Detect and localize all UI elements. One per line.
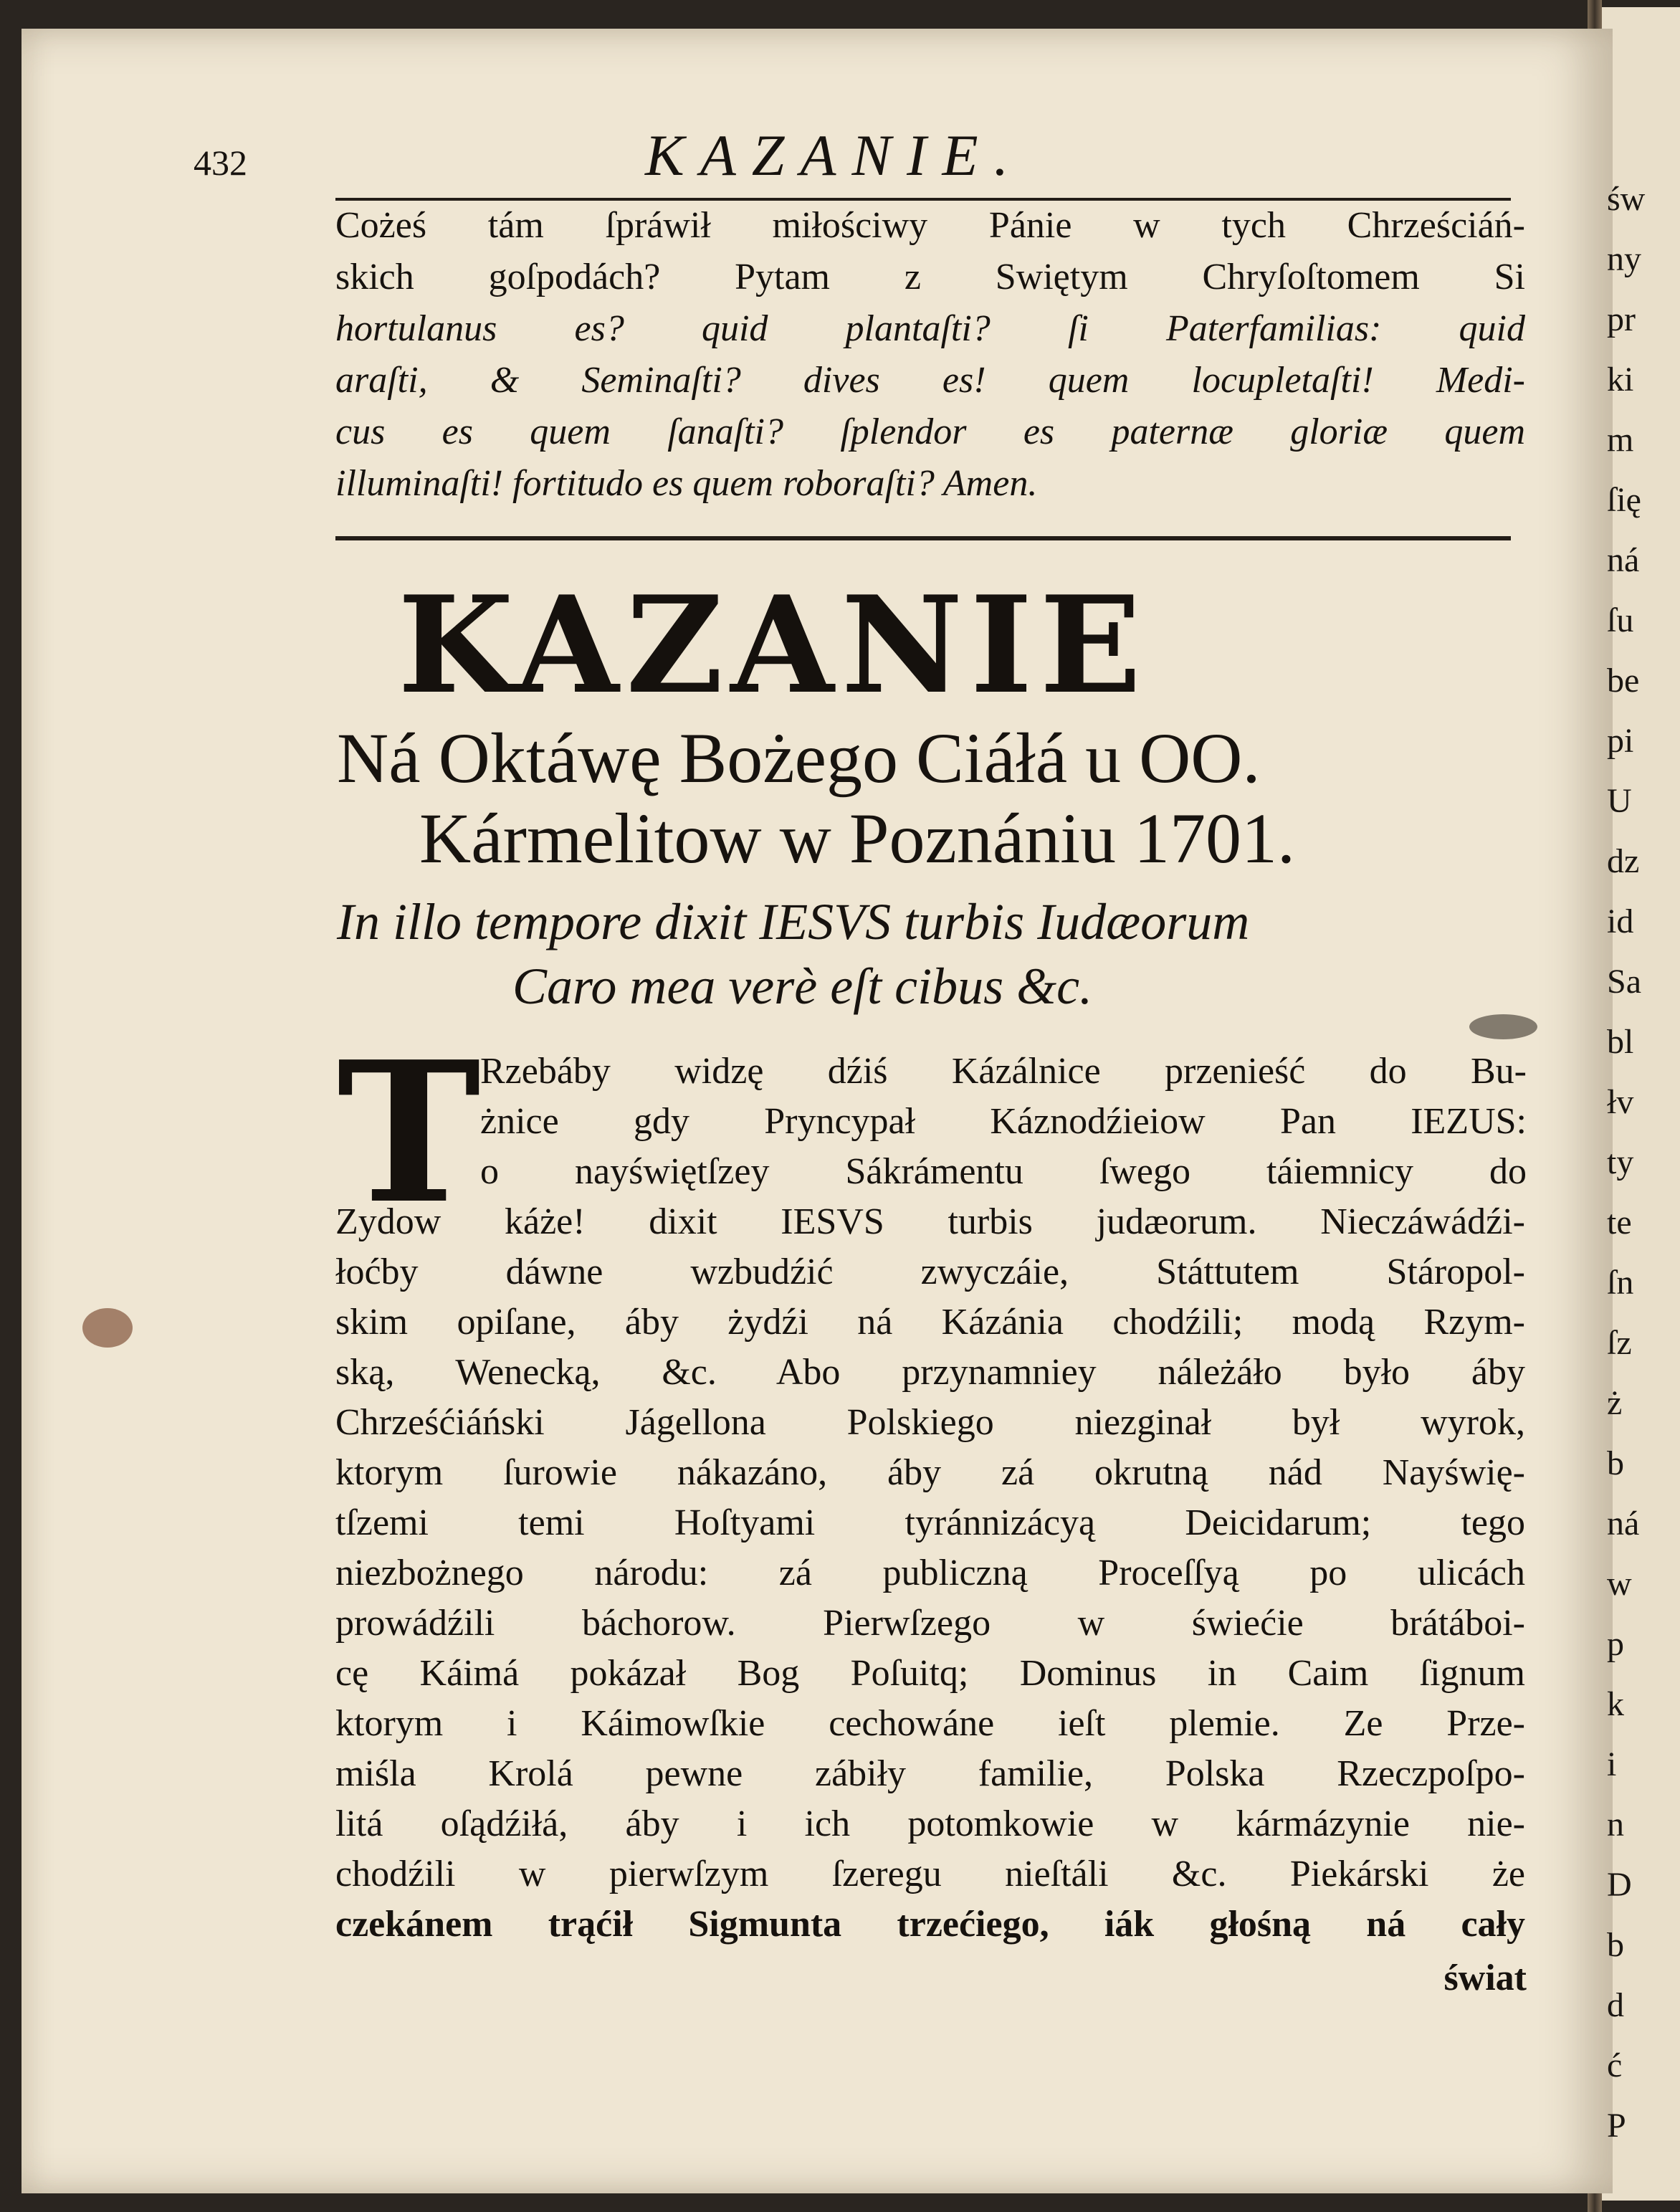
text-line: łoćby dáwne wzbudźić zwyczáie, Státtutem Stáropol- <box>335 1252 1525 1292</box>
facing-line-fragment: ná <box>1607 541 1640 579</box>
header-rule <box>335 198 1511 201</box>
facing-line-fragment: bl <box>1607 1023 1634 1061</box>
facing-line-fragment: n <box>1607 1806 1624 1844</box>
facing-line-fragment: św <box>1607 180 1646 218</box>
text-line: miśla Krolá pewne zábiły familie, Polska Rzeczpoſpo- <box>335 1753 1525 1794</box>
text-line: hortulanus es? quid plantaſti? ſi Paterfamilias: quid <box>335 308 1525 349</box>
text-line: cę Káimá pokázał Bog Poſuitq; Dominus in Caim ſignum <box>335 1653 1525 1694</box>
text-line: illuminaſti! fortitudo es quem roboraſti? Amen. <box>335 463 1038 504</box>
text-line: ktorym i Káimowſkie cechowáne ieſt plemie. Ze Prze- <box>335 1703 1525 1744</box>
smudge-mark <box>1469 1014 1537 1039</box>
text-line: Rzebáby widzę dźiś Kázálnice przenieść do Bu- <box>480 1051 1527 1092</box>
facing-line-fragment: ſn <box>1607 1264 1634 1302</box>
text-line: litá oſądźiłá, áby i ich potomkowie w kármázynie nie- <box>335 1803 1525 1844</box>
facing-line-fragment: w <box>1607 1565 1632 1603</box>
catchword: świat <box>1443 1958 1527 1998</box>
text-line: Zydow káże! dixit IESVS turbis judæorum. Nieczáwádźi- <box>335 1201 1525 1242</box>
page-number: 432 <box>194 143 247 183</box>
facing-line-fragment: łv <box>1607 1083 1634 1121</box>
text-line: niezbożnego národu: zá publiczną Proceſſyą po ulicách <box>335 1553 1525 1593</box>
facing-line-fragment: dz <box>1607 842 1640 880</box>
facing-line-fragment: te <box>1607 1203 1632 1241</box>
text-line: skich goſpodách? Pytam z Swiętym Chryſoſtomem Si <box>335 257 1525 297</box>
text-line: Chrześćiáński Jágellona Polskiego niezginał był wyrok, <box>335 1402 1525 1443</box>
facing-line-fragment: i <box>1607 1745 1617 1783</box>
facing-line-fragment: ny <box>1607 240 1641 278</box>
text-line: prowádźili báchorow. Pierwſzego w świećie brátáboi- <box>335 1603 1525 1644</box>
facing-line-fragment: ſz <box>1607 1324 1632 1362</box>
text-line: Cożeś tám ſpráwił miłościwy Pánie w tych Chrześciáń- <box>335 205 1525 246</box>
running-title: KAZANIE. <box>645 123 1025 188</box>
facing-line-fragment: b <box>1607 1444 1624 1482</box>
facing-line-fragment: ty <box>1607 1143 1634 1181</box>
text-line: ktorym ſurowie nákazáno, áby zá okrutną nád Nayświę- <box>335 1452 1525 1493</box>
facing-line-fragment: ſu <box>1607 601 1634 639</box>
text-line: żnice gdy Pryncypał Káznodźieiow Pan IEZUS: <box>480 1101 1527 1142</box>
text-line: araſti, & Seminaſti? dives es! quem locupletaſti! Medi- <box>335 360 1525 401</box>
facing-line-fragment: d <box>1607 1986 1624 2024</box>
facing-line-fragment: pi <box>1607 722 1634 760</box>
epigraph-line2: Caro mea verè eſt cibus &c. <box>512 958 1093 1015</box>
facing-line-fragment: ná <box>1607 1505 1640 1543</box>
text-line: cus es quem ſanaſti? ſplendor es paternæ gloriæ quem <box>335 411 1525 452</box>
text-line: tſzemi temi Hoſtyami tyránnizácyą Deicidarum; tego <box>335 1502 1525 1543</box>
facing-line-fragment: D <box>1607 1866 1632 1904</box>
facing-line-fragment: k <box>1607 1685 1624 1723</box>
facing-line-fragment: P <box>1607 2107 1626 2145</box>
facing-line-fragment: ż <box>1607 1384 1623 1422</box>
facing-line-fragment: ć <box>1607 2046 1623 2084</box>
ink-stain <box>82 1308 133 1348</box>
sermon-subtitle-line1: Ná Oktáwę Bożego Ciáłá u OO. <box>337 718 1261 798</box>
facing-line-fragment: p <box>1607 1625 1624 1663</box>
facing-line-fragment: Sa <box>1607 963 1641 1001</box>
sermon-subtitle-line2: Kármelitow w Poznániu 1701. <box>419 798 1296 878</box>
facing-line-fragment: ſię <box>1607 481 1641 519</box>
epigraph-line1: In illo tempore dixit IESVS turbis Iudæorum <box>337 893 1250 950</box>
text-line: czekánem trąćił Sigmunta trzećiego, iák głośną ná cały <box>335 1904 1525 1945</box>
facing-line-fragment: ki <box>1607 361 1634 399</box>
section-rule <box>335 536 1511 540</box>
facing-line-fragment: U <box>1607 782 1632 820</box>
facing-line-fragment: id <box>1607 902 1634 940</box>
text-line: o nayświętſzey Sákrámentu ſwego táiemnicy do <box>480 1151 1527 1192</box>
facing-line-fragment: be <box>1607 662 1640 700</box>
text-line: skim opiſane, áby żydźi ná Kázánia chodźili; modą Rzym- <box>335 1302 1525 1343</box>
facing-line-fragment: m <box>1607 421 1634 459</box>
facing-line-fragment: pr <box>1607 300 1636 338</box>
drop-cap: T <box>337 1019 481 1246</box>
facing-line-fragment: b <box>1607 1926 1624 1964</box>
sermon-title: KAZANIE <box>398 566 1149 723</box>
text-line: chodźili w pierwſzym ſzeregu nieſtáli &c. Piekárski że <box>335 1854 1525 1894</box>
text-line: ską, Wenecką, &c. Abo przynamniey náleżáło było áby <box>335 1352 1525 1393</box>
